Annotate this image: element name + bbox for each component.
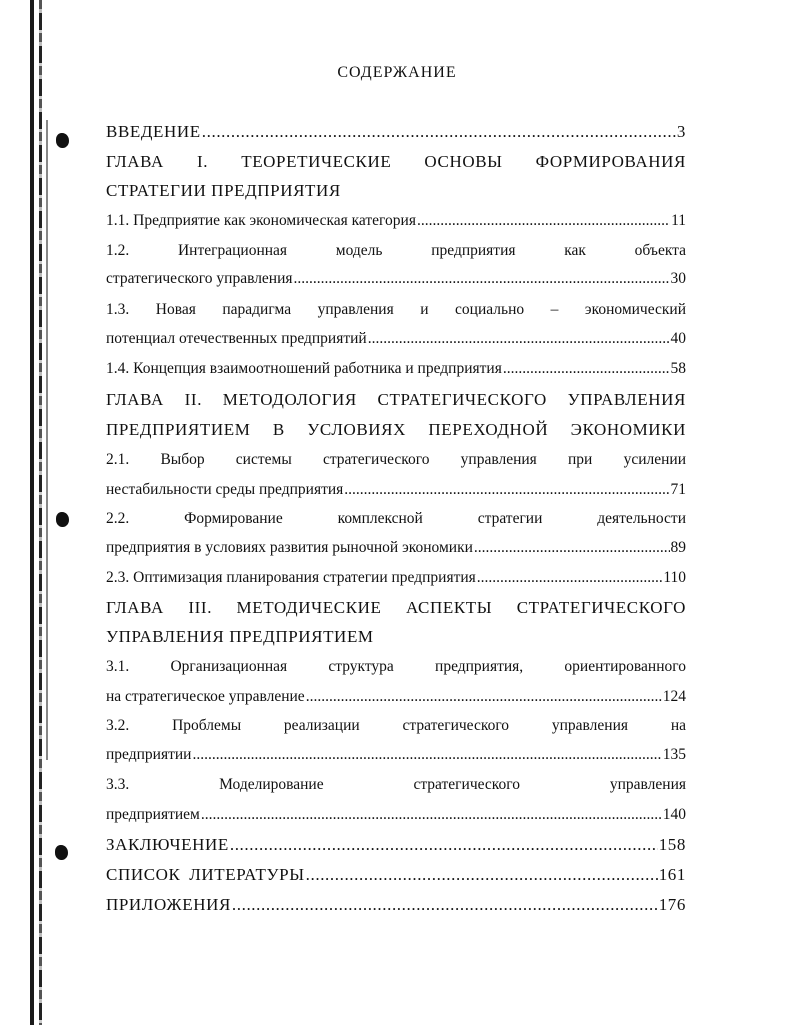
toc-page-number: 71 [670, 481, 686, 498]
toc-entry-text: предприятии [106, 746, 192, 763]
toc-page-number: 110 [663, 569, 686, 586]
toc-page-number: 3 [676, 122, 686, 141]
punch-hole-mark [56, 512, 69, 527]
toc-page-number: 11 [671, 212, 686, 229]
toc-entry-text: 3.1. Организационная структура предприятия, ориентированного [106, 658, 686, 675]
toc-entry-section[interactable] [106, 746, 686, 774]
toc-page-number: 30 [670, 270, 686, 287]
toc-chapter-heading[interactable] [106, 420, 686, 448]
toc-entry-text: ГЛАВА II. МЕТОДОЛОГИЯ СТРАТЕГИЧЕСКОГО УПРАВЛЕНИЯ [106, 390, 686, 409]
punch-hole-mark [56, 133, 69, 148]
toc-entry-text: 1.3. Новая парадигма управления и социально – экономический [106, 301, 686, 318]
toc-entry-text: ЗАКЛЮЧЕНИЕ [106, 835, 229, 854]
toc-page-number: 140 [662, 806, 686, 823]
toc-entry-section[interactable] [106, 688, 686, 716]
toc-entry-text: ГЛАВА I. ТЕОРЕТИЧЕСКИЕ ОСНОВЫ ФОРМИРОВАНИЯ [106, 152, 686, 171]
toc-entry-text: 3.2. Проблемы реализации стратегического управления на [106, 717, 686, 734]
toc-entry-section[interactable] [106, 301, 686, 329]
toc-entry-section[interactable] [106, 806, 686, 834]
toc-entry-text: СТРАТЕГИИ ПРЕДПРИЯТИЯ [106, 181, 341, 200]
toc-entry-appendix[interactable] [106, 895, 686, 923]
toc-entry-text: 2.3. Оптимизация планирования стратегии предприятия [106, 569, 476, 586]
toc-page-number: 58 [670, 360, 686, 377]
toc-entry-text: предприятия в условиях развития рыночной экономики [106, 539, 473, 556]
toc-entry-text: ПРЕДПРИЯТИЕМ В УСЛОВИЯХ ПЕРЕХОДНОЙ ЭКОНОМИКИ [106, 420, 686, 439]
toc-entry-section[interactable] [106, 360, 686, 388]
toc-entry-section[interactable] [106, 717, 686, 745]
toc-page-number: 135 [662, 746, 686, 763]
toc-entry-literature[interactable] [106, 865, 686, 893]
toc-entry-section[interactable] [106, 658, 686, 686]
toc-chapter-heading[interactable] [106, 152, 686, 180]
toc-entry-text: предприятием [106, 806, 200, 823]
toc-chapter-heading[interactable] [106, 390, 686, 418]
toc-entry-section[interactable] [106, 242, 686, 270]
toc-entry-text: УПРАВЛЕНИЯ ПРЕДПРИЯТИЕМ [106, 627, 374, 646]
toc-entry-text: 1.4. Концепция взаимоотношений работника и предприятия [106, 360, 502, 377]
toc-page-number: 176 [658, 895, 686, 914]
toc-entry-text: 1.2. Интеграционная модель предприятия как объекта [106, 242, 686, 259]
toc-page-number: 158 [658, 835, 686, 854]
toc-page-number: 40 [670, 330, 686, 347]
toc-entry-section[interactable] [106, 776, 686, 804]
toc-entry-section[interactable] [106, 270, 686, 298]
toc-entry-text: 3.3. Моделирование стратегического управления [106, 776, 686, 793]
toc-page-number: 124 [662, 688, 686, 705]
toc-entry-text: на стратегическое управление [106, 688, 305, 705]
toc-entry-section[interactable] [106, 481, 686, 509]
toc-entry-text: нестабильности среды предприятия [106, 481, 344, 498]
toc-entry-text: ГЛАВА III. МЕТОДИЧЕСКИЕ АСПЕКТЫ СТРАТЕГИЧЕСКОГО [106, 598, 686, 617]
toc-entry-text: потенциал отечественных предприятий [106, 330, 367, 347]
toc-chapter-heading[interactable] [106, 627, 686, 655]
toc-page-number: 161 [658, 865, 686, 884]
scan-edge-line [30, 0, 34, 1025]
toc-entry-text: ПРИЛОЖЕНИЯ [106, 895, 231, 914]
toc-entry-text: 2.2. Формирование комплексной стратегии деятельности [106, 510, 686, 527]
toc-entry-section[interactable] [106, 212, 686, 240]
toc-entry-section[interactable] [106, 539, 686, 567]
punch-hole-mark [55, 845, 68, 860]
toc-entry-text: 2.1. Выбор системы стратегического управления при усилении [106, 451, 686, 468]
scan-edge-shadow [46, 120, 48, 760]
toc-entry-text: стратегического управления [106, 270, 293, 287]
toc-entry-section[interactable] [106, 330, 686, 358]
toc-chapter-heading[interactable] [106, 181, 686, 209]
toc-entry-section[interactable] [106, 510, 686, 538]
toc-entry-text: 1.1. Предприятие как экономическая категория [106, 212, 416, 229]
toc-entry-text: СПИСОК ЛИТЕРАТУРЫ [106, 865, 305, 884]
toc-page-number: 89 [670, 539, 686, 556]
toc-chapter-heading[interactable] [106, 598, 686, 626]
page-title: СОДЕРЖАНИЕ [337, 64, 457, 81]
toc-entry-text: ВВЕДЕНИЕ [106, 122, 201, 141]
toc-entry-intro[interactable] [106, 122, 686, 150]
toc-entry-conclusion[interactable] [106, 835, 686, 863]
toc-entry-section[interactable] [106, 569, 686, 597]
toc-entry-section[interactable] [106, 451, 686, 479]
scan-edge-noise [39, 0, 42, 1025]
